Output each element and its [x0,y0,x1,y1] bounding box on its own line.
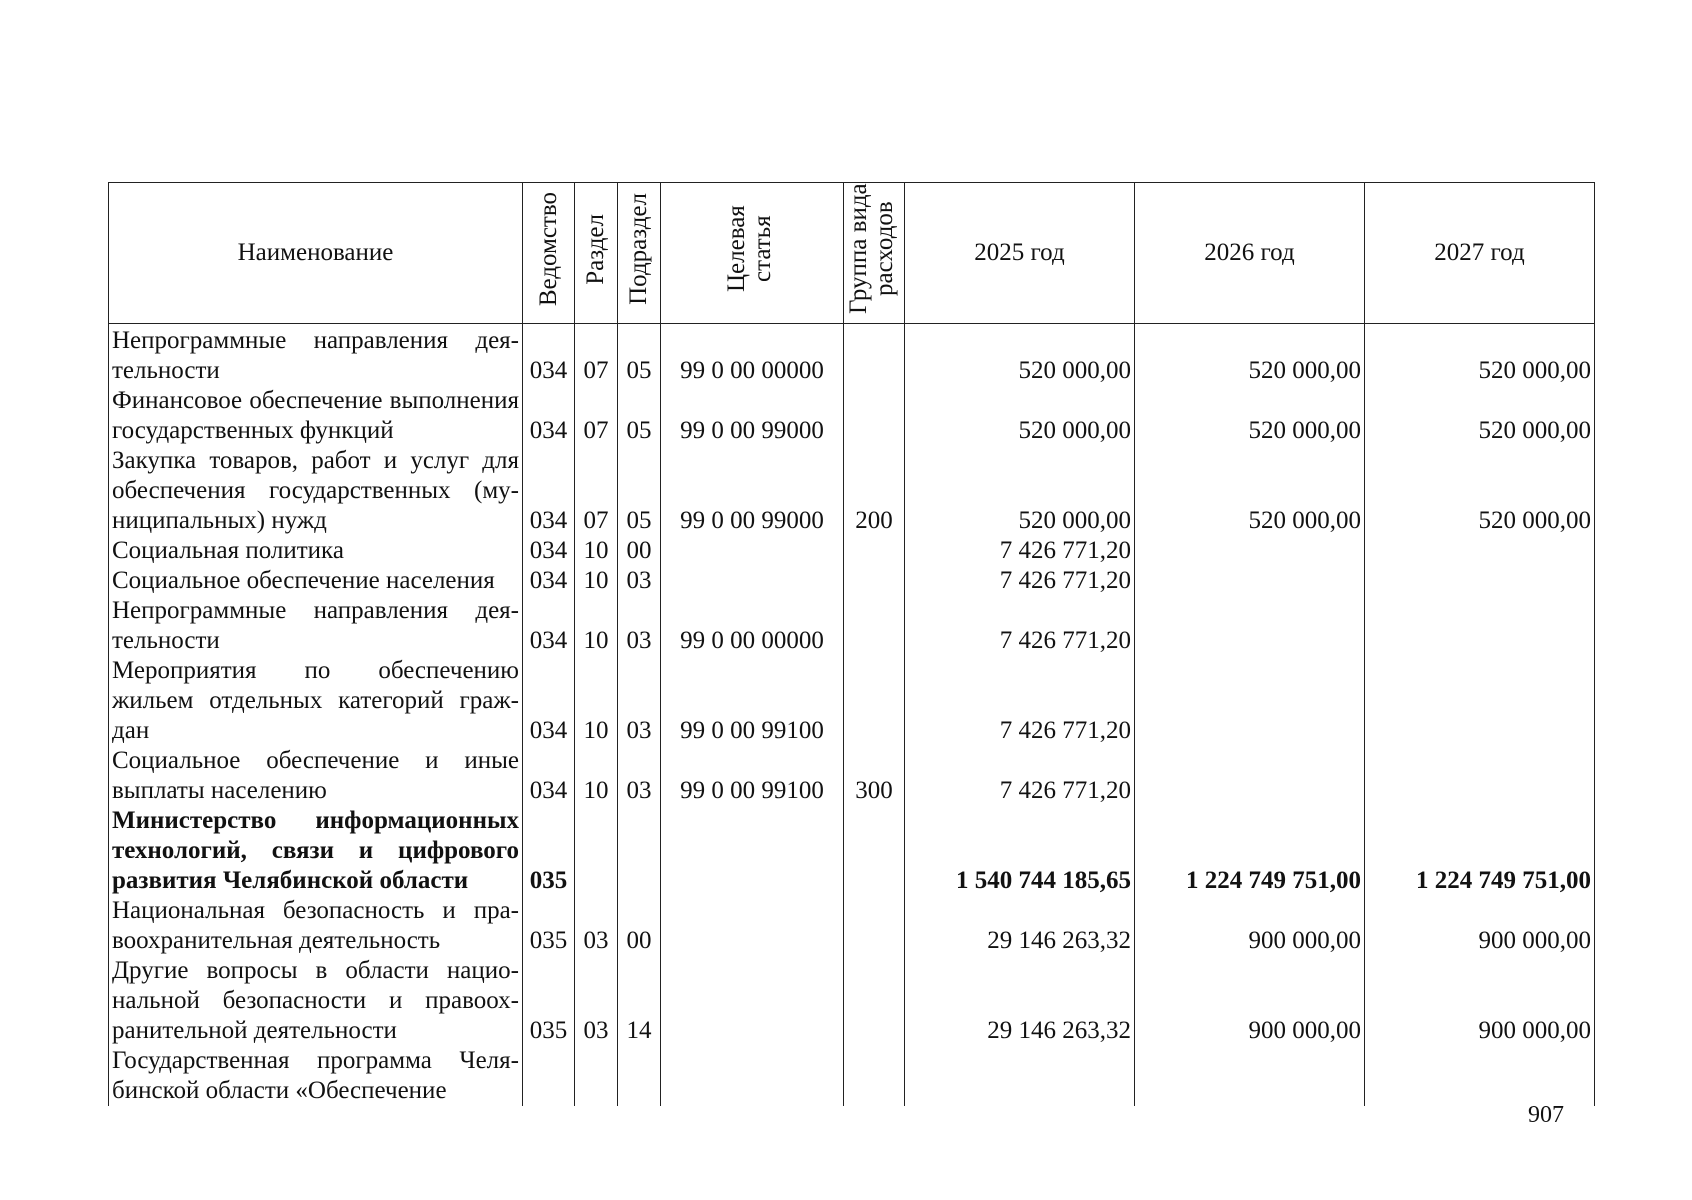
row-2025: 7 426 771,20 [905,656,1135,746]
row-gruppa [844,324,905,387]
row-name: Непрограммные направления деятельности [109,324,523,387]
header-2025: 2025 год [905,183,1135,324]
row-razdel: 07 [575,324,618,387]
row-name: Социальная политика [109,536,523,566]
table-row [109,566,1595,596]
row-gruppa [844,806,905,896]
row-2025: 29 146 263,32 [905,956,1135,1046]
row-podrazdel: 03 [618,596,661,656]
row-podrazdel: 05 [618,324,661,387]
row-2027 [1365,746,1595,806]
row-vedomstvo: 035 [523,806,575,896]
header-razdel: Раздел [575,183,618,324]
table-row [109,536,1595,566]
row-celevaya [661,956,844,1046]
table-row [109,806,1595,896]
row-2027: 900 000,00 [1365,896,1595,956]
row-celevaya [661,1046,844,1106]
row-gruppa [844,1046,905,1106]
row-2027 [1365,1046,1595,1106]
row-celevaya: 99 0 00 00000 [661,324,844,387]
row-2027: 900 000,00 [1365,956,1595,1046]
row-celevaya: 99 0 00 99100 [661,656,844,746]
row-razdel: 10 [575,536,618,566]
row-podrazdel: 00 [618,536,661,566]
row-razdel: 10 [575,656,618,746]
header-vedomstvo: Ведомство [523,183,575,324]
row-celevaya [661,806,844,896]
row-2027: 520 000,00 [1365,386,1595,446]
row-podrazdel [618,1046,661,1106]
row-gruppa [844,596,905,656]
header-2026: 2026 год [1135,183,1365,324]
row-name: Закупка товаров, работ и услуг для обеспечения государственных (муниципальных) нужд [109,446,523,536]
row-name: Национальная безопасность и правоохранительная деятельность [109,896,523,956]
row-2027: 520 000,00 [1365,446,1595,536]
row-podrazdel [618,806,661,896]
row-2027: 1 224 749 751,00 [1365,806,1595,896]
header-podrazdel: Подраздел [618,183,661,324]
row-gruppa: 200 [844,446,905,536]
row-podrazdel: 05 [618,386,661,446]
row-razdel: 07 [575,446,618,536]
row-name: Министерство информационных технологий, связи и цифрового развития Челябинской области [109,806,523,896]
row-2025: 520 000,00 [905,446,1135,536]
row-celevaya [661,536,844,566]
row-2025: 1 540 744 185,65 [905,806,1135,896]
row-razdel: 03 [575,896,618,956]
row-2026: 520 000,00 [1135,446,1365,536]
table-header [109,183,1595,324]
row-vedomstvo: 034 [523,746,575,806]
row-2025: 29 146 263,32 [905,896,1135,956]
row-2027: 520 000,00 [1365,324,1595,387]
row-razdel: 03 [575,956,618,1046]
row-razdel [575,1046,618,1106]
row-podrazdel: 05 [618,446,661,536]
row-vedomstvo: 034 [523,536,575,566]
row-celevaya: 99 0 00 99000 [661,386,844,446]
row-2027 [1365,536,1595,566]
row-razdel: 10 [575,746,618,806]
row-2026 [1135,596,1365,656]
row-name: Социальное обеспечение населения [109,566,523,596]
header-gruppa: Группа вида расходов [844,183,905,324]
row-vedomstvo: 034 [523,596,575,656]
row-2025: 7 426 771,20 [905,596,1135,656]
row-celevaya: 99 0 00 00000 [661,596,844,656]
row-razdel: 07 [575,386,618,446]
row-vedomstvo: 034 [523,656,575,746]
table-row [109,656,1595,746]
table-row [109,446,1595,536]
table-row [109,324,1595,387]
row-vedomstvo: 034 [523,446,575,536]
row-name: Непрограммные направления деятельности [109,596,523,656]
row-razdel [575,806,618,896]
table-row [109,1046,1595,1106]
row-celevaya [661,566,844,596]
table-row [109,596,1595,656]
row-vedomstvo: 034 [523,324,575,387]
row-podrazdel: 03 [618,566,661,596]
row-name: Мероприятия по обеспечению жильем отдельных категорий граждан [109,656,523,746]
row-2025: 7 426 771,20 [905,746,1135,806]
table-row [109,386,1595,446]
row-name: Социальное обеспечение и иные выплаты населению [109,746,523,806]
row-celevaya: 99 0 00 99000 [661,446,844,536]
row-podrazdel: 03 [618,656,661,746]
row-razdel: 10 [575,596,618,656]
row-2027 [1365,656,1595,746]
row-podrazdel: 14 [618,956,661,1046]
row-2026: 520 000,00 [1135,386,1365,446]
header-celevaya: Целевая статья [661,183,844,324]
row-gruppa [844,566,905,596]
row-2026 [1135,566,1365,596]
row-celevaya [661,896,844,956]
row-name: Финансовое обеспечение выполнения государственных функций [109,386,523,446]
row-gruppa [844,386,905,446]
row-gruppa [844,896,905,956]
row-vedomstvo: 035 [523,896,575,956]
row-2027 [1365,596,1595,656]
row-2026: 900 000,00 [1135,896,1365,956]
row-2025: 7 426 771,20 [905,536,1135,566]
page-number: 907 [1528,1102,1564,1128]
row-2026 [1135,746,1365,806]
table-row [109,896,1595,956]
row-2026 [1135,656,1365,746]
row-2026: 900 000,00 [1135,956,1365,1046]
row-2026: 1 224 749 751,00 [1135,806,1365,896]
row-2025: 520 000,00 [905,324,1135,387]
row-vedomstvo: 035 [523,956,575,1046]
row-vedomstvo: 034 [523,566,575,596]
row-2027 [1365,566,1595,596]
row-2026: 520 000,00 [1135,324,1365,387]
row-vedomstvo [523,1046,575,1106]
row-name: Другие вопросы в области национальной безопасности и правоохранительной деятельности [109,956,523,1046]
table-body [109,324,1595,1107]
row-celevaya: 99 0 00 99100 [661,746,844,806]
row-2025: 7 426 771,20 [905,566,1135,596]
row-gruppa [844,656,905,746]
table-row [109,956,1595,1046]
row-2026 [1135,536,1365,566]
row-podrazdel: 00 [618,896,661,956]
row-gruppa [844,536,905,566]
table-row [109,746,1595,806]
row-razdel: 10 [575,566,618,596]
row-gruppa [844,956,905,1046]
header-name: Наименование [109,183,523,324]
header-2027: 2027 год [1365,183,1595,324]
row-name: Государственная программа Челябинской области «Обеспечение [109,1046,523,1106]
row-vedomstvo: 034 [523,386,575,446]
row-2025: 520 000,00 [905,386,1135,446]
row-podrazdel: 03 [618,746,661,806]
row-2025 [905,1046,1135,1106]
row-2026 [1135,1046,1365,1106]
budget-table [108,182,1595,1106]
row-gruppa: 300 [844,746,905,806]
